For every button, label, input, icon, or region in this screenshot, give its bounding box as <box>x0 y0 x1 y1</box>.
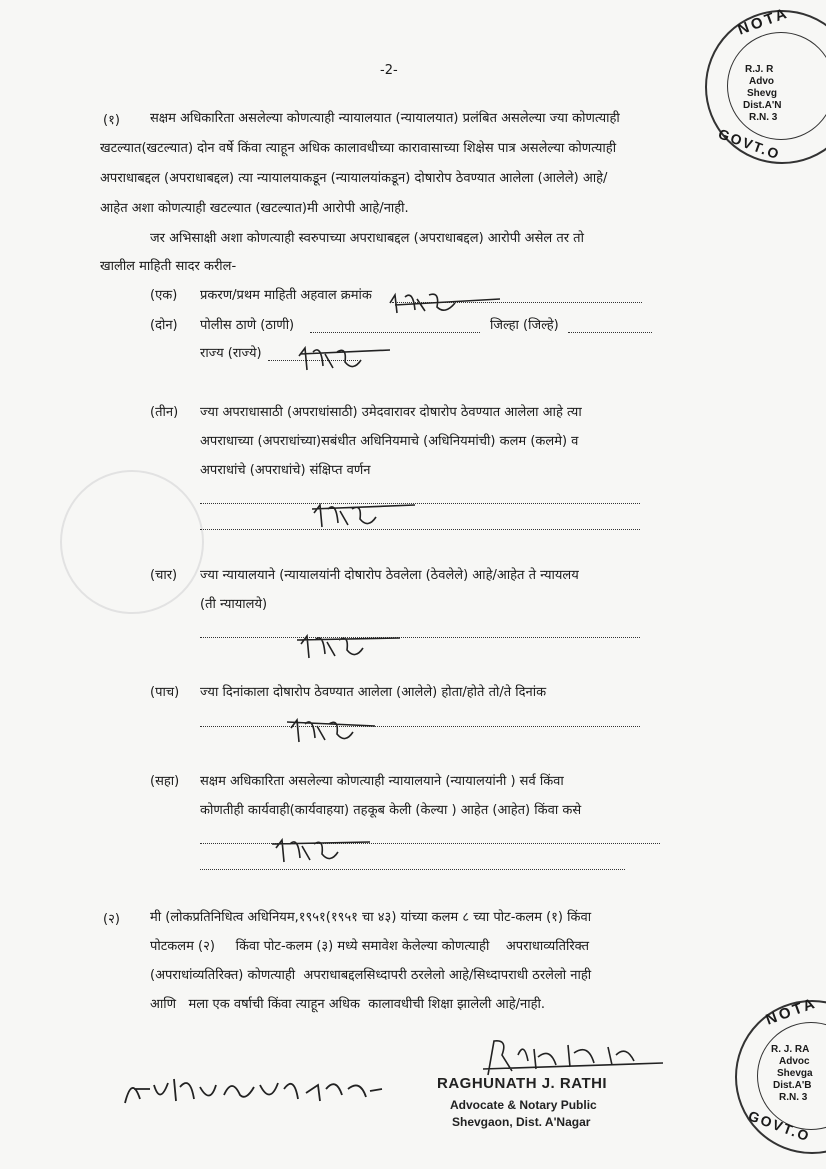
notary-title: Advocate & Notary Public <box>450 1098 597 1112</box>
para2-line1: मी (लोकप्रतिनिधित्व अधिनियम,१९५१(१९५१ चा ४३) यांच्या कलम ८ च्या पोट-कलम (१) किंवा <box>150 910 592 925</box>
stamp-ring-text: GOVT.O <box>746 1107 813 1145</box>
item-char-line2: (ती न्यायालये) <box>200 597 268 612</box>
item-don-text: पोलीस ठाणे (ठाणी) <box>200 318 295 333</box>
initials-signature <box>270 832 380 872</box>
stamp-ring-text: GOVT.O <box>716 125 783 163</box>
para2-line2: पोटकलम (२) किंवा पोट-कलम (३) मध्ये समावेश केलेल्या कोणत्याही अपराधाव्यतिरिक्त <box>150 939 590 954</box>
notary-stamp-bottom <box>735 994 826 1154</box>
item-pach-blank <box>200 726 640 727</box>
stamp-line: R. J. RA <box>771 1044 810 1055</box>
notary-name: RAGHUNATH J. RATHI <box>437 1075 608 1092</box>
item-teen-blank2 <box>200 529 640 530</box>
bleed-through-mark <box>60 470 204 614</box>
item-don-district-blank <box>568 332 652 333</box>
para2-line3: (अपराधांव्यतिरिक्त) कोणत्याही अपराधाबद्दलसिध्दापरी ठरलेलो आहे/सिध्दापराधी ठरलेलो नाही <box>150 968 592 983</box>
para1-number: (१) <box>103 113 120 128</box>
item-char-line1: ज्या न्यायालयाने (न्यायालयांनी दोषारोप ठेवलेला (ठेवलेले) आहे/आहेत ते न्यायलय <box>200 568 579 583</box>
stamp-line: Shevga <box>777 1068 813 1079</box>
para1-line1: सक्षम अधिकारिता असलेल्या कोणत्याही न्यायालयात (न्यायालयात) प्रलंबित असलेल्या ज्या कोणत्याही <box>150 111 620 126</box>
item-teen-line2: अपराधाच्या (अपराधांच्या)सबंधीत अधिनियमाचे (अधिनियमांची) कलम (कलमे) व <box>200 434 579 449</box>
item-don-label: (दोन) <box>150 318 178 333</box>
item-char-blank <box>200 637 640 638</box>
item-don-police-blank <box>310 332 480 333</box>
stamp-line: R.N. 3 <box>749 112 778 123</box>
item-saha-blank2 <box>200 869 625 870</box>
item-saha-line2: कोणतीही कार्यवाही(कार्यवाहया) तहकूब केली (केल्या ) आहेत (आहेत) किंवा कसे <box>200 803 582 818</box>
item-don-state: राज्य (राज्ये) <box>200 346 262 361</box>
para1-line4: आहेत अशा कोणत्याही खटल्यात (खटल्यात)मी आरोपी आहे/नाही. <box>100 201 409 216</box>
item-ek-label: (एक) <box>150 288 178 303</box>
para2-number: (२) <box>103 912 120 927</box>
para1-line3: अपराधाबद्दल (अपराधाबद्दल) त्या न्यायालयाकडून (न्यायालयांकडून) दोषारोप ठेवण्यात आलेला (आलेले) आहे/ <box>100 171 608 186</box>
initials-signature <box>285 712 395 752</box>
item-teen-blank1 <box>200 503 640 504</box>
item-char-label: (चार) <box>150 568 178 583</box>
item-pach-label: (पाच) <box>150 685 180 700</box>
stamp-ring-text: NOTA <box>763 994 820 1029</box>
stamp-line: Dist.A'N <box>743 100 782 111</box>
item-teen-line1: ज्या अपराधासाठी (अपराधांसाठी) उमेदवारावर दोषारोप ठेवण्यात आलेला आहे त्या <box>200 405 582 420</box>
initials-signature <box>295 628 405 668</box>
item-saha-line1: सक्षम अधिकारिता असलेल्या कोणत्याही न्यायालयाने (न्यायालयांनी ) सर्व किंवा <box>200 774 564 789</box>
item-ek-text: प्रकरण/प्रथम माहिती अहवाल क्रमांक <box>200 288 372 303</box>
stamp-line: Advoc <box>779 1056 810 1067</box>
item-don-district: जिल्हा (जिल्हे) <box>490 318 559 333</box>
item-teen-line3: अपराधांचे (अपराधांचे) संक्षिप्त वर्णन <box>200 463 371 478</box>
para1-sub-line2: खालील माहिती सादर करील- <box>100 259 237 274</box>
initials-signature <box>385 285 505 325</box>
notary-stamp-top <box>705 4 826 164</box>
stamp-line: Dist.A'B <box>773 1080 812 1091</box>
page-number: -2- <box>380 63 398 78</box>
item-saha-blank1 <box>200 843 660 844</box>
notary-place: Shevgaon, Dist. A'Nagar <box>452 1115 591 1129</box>
initials-signature <box>295 340 395 380</box>
stamp-ring-text: NOTA <box>735 4 792 39</box>
stamp-line: R.J. R <box>745 64 774 75</box>
item-saha-label: (सहा) <box>150 774 180 789</box>
item-teen-label: (तीन) <box>150 405 179 420</box>
notary-signature <box>478 1035 668 1080</box>
para2-line4: आणि मला एक वर्षाची किंवा त्याहून अधिक कालावधीची शिक्षा झालेली आहे/नाही. <box>150 997 546 1012</box>
stamp-line: Advo <box>749 76 774 87</box>
stamp-line: Shevg <box>747 88 778 99</box>
para1-line2: खटल्यात(खटल्यात) दोन वर्षे किंवा त्याहून अधिक कालावधीच्या कारावासाच्या शिक्षेस पात्र असलेल्या कोणत्याही <box>100 141 617 156</box>
stamp-line: R.N. 3 <box>779 1092 808 1103</box>
item-pach-text: ज्या दिनांकाला दोषारोप ठेवण्यात आलेला (आलेले) होता/होते तो/ते दिनांक <box>200 685 547 700</box>
para1-sub-line1: जर अभिसाक्षी अशा कोणत्याही स्वरुपाच्या अपराधाबद्दल (अपराधाबद्दल) आरोपी असेल तर तो <box>150 231 584 246</box>
initials-signature <box>310 497 420 537</box>
deponent-signature <box>120 1065 390 1115</box>
